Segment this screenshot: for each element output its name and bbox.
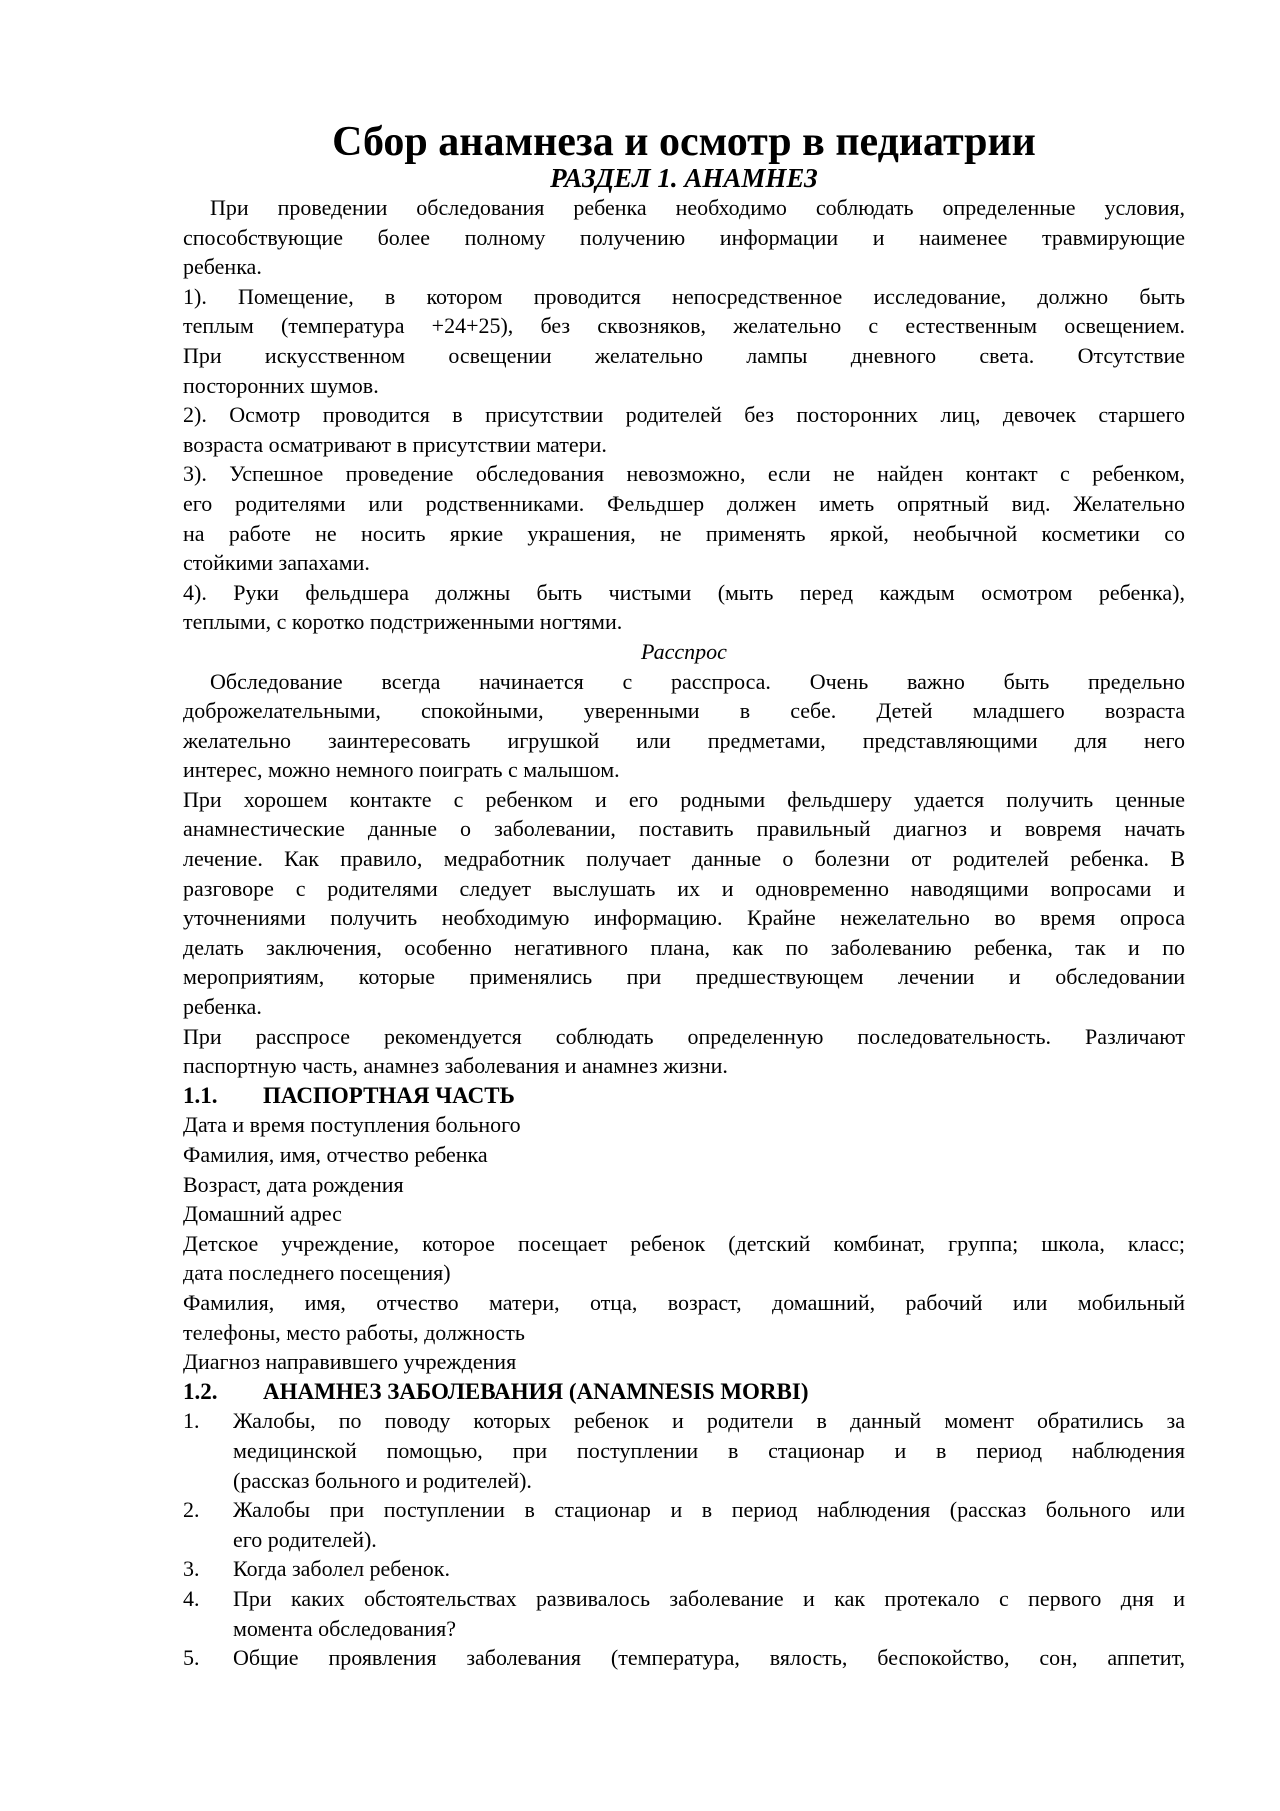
paragraph-line (183, 1170, 1185, 1200)
paragraph-line (183, 1140, 1185, 1170)
paragraph-line (183, 785, 1185, 815)
paragraph-line (183, 341, 1185, 371)
line-text: желательно заинтересовать игрушкой или предметами, представляющими для него (183, 727, 1185, 753)
list-item-line (183, 1466, 1185, 1496)
line-text: возраста осматривают в присутствии матери. (183, 431, 607, 457)
paragraph-line (183, 1022, 1185, 1052)
line-text: При расспросе рекомендуется соблюдать определенную последовательность. Различают (183, 1023, 1185, 1049)
paragraph-line (183, 696, 1185, 726)
line-text: уточнениями получить необходимую информацию. Крайне нежелательно во время опроса (183, 905, 1185, 931)
paragraph-line (183, 903, 1185, 933)
list-item-line (183, 1495, 1185, 1525)
line-text: 1). Помещение, в котором проводится непосредственное исследование, должно быть (183, 283, 1185, 309)
paragraph-line (183, 371, 1185, 401)
paragraph-line (183, 252, 1185, 282)
line-text: 4). Руки фельдшера должны быть чистыми (мыть перед каждым осмотром ребенка), (183, 579, 1185, 605)
paragraph-line (183, 1199, 1185, 1229)
line-text: его родителями или родственниками. Фельдшер должен иметь опрятный вид. Желательно (183, 490, 1185, 516)
section-heading (183, 1377, 1185, 1407)
list-number: 1. (183, 1408, 200, 1434)
paragraph-line (183, 282, 1185, 312)
line-text: разговоре с родителями следует выслушать их и одновременно наводящими вопросами и (183, 875, 1185, 901)
line-text: мероприятиям, которые применялись при предшествующем лечении и обследовании (183, 964, 1185, 990)
paragraph-line (183, 548, 1185, 578)
paragraph-line (183, 1347, 1185, 1377)
line-text: При искусственном освещении желательно лампы дневного света. Отсутствие (183, 342, 1185, 368)
list-item-line (183, 1584, 1185, 1614)
line-text: Дата и время поступления больного (183, 1112, 521, 1138)
paragraph-line (183, 1318, 1185, 1348)
list-number: 5. (183, 1645, 200, 1671)
line-text: ребенка. (183, 254, 262, 280)
list-item-line (183, 1406, 1185, 1436)
list-item-line (183, 1643, 1185, 1673)
line-text: лечение. Как правило, медработник получает данные о болезни от родителей ребенка. В (183, 846, 1185, 872)
paragraph-line (183, 933, 1185, 963)
paragraph-line (183, 311, 1185, 341)
document-title: Сбор анамнеза и осмотр в педиатрии (332, 119, 1036, 165)
section-heading (183, 1081, 1185, 1111)
paragraph-line (183, 1288, 1185, 1318)
line-text: Фамилия, имя, отчество ребенка (183, 1142, 488, 1167)
line-text: Обследование всегда начинается с расспроса. Очень важно быть предельно (210, 668, 1185, 694)
paragraph-line (183, 844, 1185, 874)
line-text: Детское учреждение, которое посещает ребенок (детский комбинат, группа; школа, класс; (183, 1230, 1185, 1256)
paragraph-line (183, 400, 1185, 430)
line-text: способствующие более полному получению информации и наименее травмирующие (183, 224, 1185, 250)
line-text: делать заключения, особенно негативного плана, как по заболеванию ребенка, так и по (183, 934, 1185, 960)
line-text: теплым (температура +24+25), без сквозняков, желательно с естественным освещением. (183, 313, 1185, 339)
list-item-line (183, 1436, 1185, 1466)
list-number: 3. (183, 1556, 200, 1582)
line-text: Жалобы при поступлении в стационар и в период наблюдения (рассказ больного или (233, 1497, 1185, 1523)
line-text: 2). Осмотр проводится в присутствии родителей без посторонних лиц, девочек старшего (183, 402, 1185, 428)
line-text: (рассказ больного и родителей). (233, 1467, 532, 1493)
line-text: 3). Успешное проведение обследования невозможно, если не найден контакт с ребенком, (183, 461, 1185, 487)
line-text: Диагноз направившего учреждения (183, 1349, 517, 1375)
list-number: 4. (183, 1585, 200, 1611)
paragraph-line (183, 489, 1185, 519)
line-text: При каких обстоятельствах развивалось заболевание и как протекало с первого дня и (233, 1585, 1185, 1611)
line-text: ребенка. (183, 994, 262, 1020)
paragraph-line (183, 459, 1185, 489)
line-text: Когда заболел ребенок. (233, 1556, 450, 1582)
line-text: При хорошем контакте с ребенком и его родными фельдшеру удается получить ценные (183, 786, 1185, 812)
paragraph-line (183, 1229, 1185, 1259)
paragraph-line (183, 755, 1185, 785)
heading-text: ПАСПОРТНАЯ ЧАСТЬ (263, 1082, 515, 1108)
paragraph-line (183, 667, 1185, 697)
paragraph-line (183, 193, 1185, 223)
line-text: Жалобы, по поводу которых ребенок и родители в данный момент обратились за (233, 1408, 1185, 1434)
centered-subheading: Расспрос (641, 638, 727, 664)
line-text: теплыми, с коротко подстриженными ногтями. (183, 609, 623, 635)
line-text: Домашний адрес (183, 1201, 342, 1227)
document-section-title: РАЗДЕЛ 1. АНАМНЕЗ (550, 163, 818, 193)
paragraph-line (183, 1051, 1185, 1081)
line-text: анамнестические данные о заболевании, поставить правильный диагноз и вовремя начать (183, 816, 1185, 842)
paragraph-line (183, 1110, 1185, 1140)
line-text: Фамилия, имя, отчество матери, отца, возраст, домашний, рабочий или мобильный (183, 1289, 1185, 1315)
line-text: интерес, можно немного поиграть с малышом. (183, 757, 620, 783)
paragraph-line (183, 223, 1185, 253)
line-text: доброжелательными, спокойными, уверенными в себе. Детей младшего возраста (183, 698, 1185, 724)
paragraph-line (183, 578, 1185, 608)
paragraph-line (183, 1258, 1185, 1288)
line-text: телефоны, место работы, должность (183, 1319, 525, 1345)
line-text: Возраст, дата рождения (183, 1171, 404, 1197)
list-item-line (183, 1554, 1185, 1584)
line-text: дата последнего посещения) (183, 1260, 451, 1286)
paragraph-line (183, 430, 1185, 460)
paragraph-line (183, 962, 1185, 992)
line-text: паспортную часть, анамнез заболевания и анамнез жизни. (183, 1053, 728, 1079)
list-item-line (183, 1614, 1185, 1644)
line-text: момента обследования? (233, 1615, 457, 1641)
line-text: медицинской помощью, при поступлении в стационар и в период наблюдения (233, 1437, 1185, 1463)
line-text: стойкими запахами. (183, 550, 370, 576)
list-item-line (183, 1525, 1185, 1555)
paragraph-line (183, 814, 1185, 844)
heading-number: 1.2. (183, 1378, 218, 1404)
line-text: Общие проявления заболевания (температура, вялость, беспокойство, сон, аппетит, (233, 1645, 1185, 1671)
list-number: 2. (183, 1497, 200, 1523)
heading-text: АНАМНЕЗ ЗАБОЛЕВАНИЯ (ANAMNESIS MORBI) (263, 1378, 809, 1404)
line-text: его родителей). (233, 1526, 377, 1552)
paragraph-line (183, 992, 1185, 1022)
paragraph-line (183, 874, 1185, 904)
paragraph-line (183, 607, 1185, 637)
document-body (183, 193, 1185, 1673)
paragraph-line (183, 726, 1185, 756)
line-text: При проведении обследования ребенка необходимо соблюдать определенные условия, (210, 195, 1185, 220)
paragraph-line (183, 519, 1185, 549)
line-text: посторонних шумов. (183, 372, 379, 398)
heading-number: 1.1. (183, 1082, 218, 1108)
line-text: на работе не носить яркие украшения, не применять яркой, необычной косметики со (183, 520, 1185, 546)
